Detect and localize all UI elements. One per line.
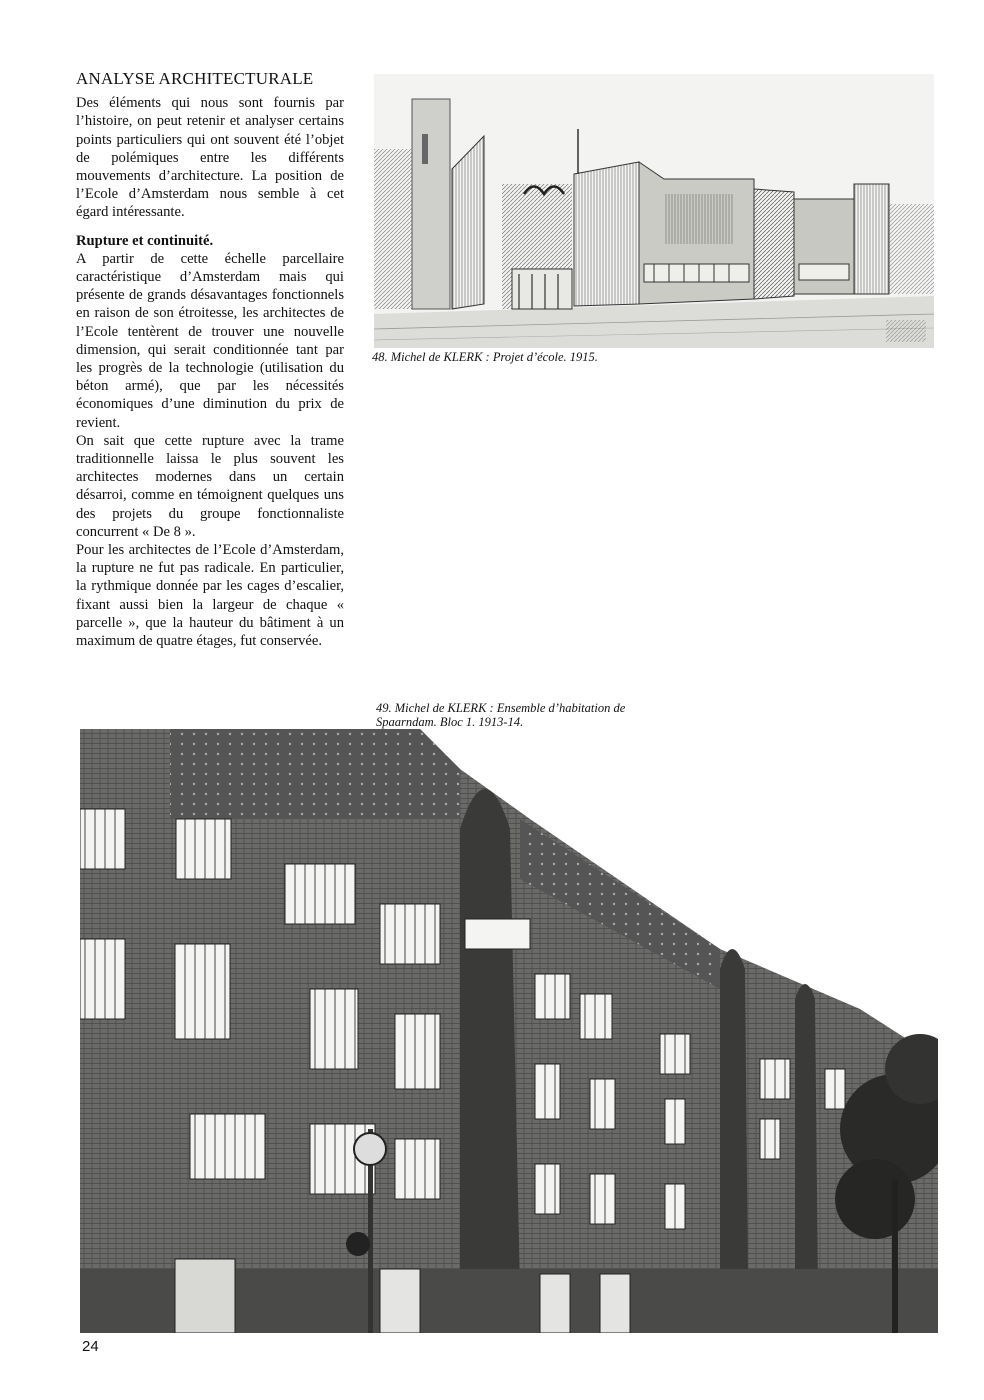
- subsection-title: Rupture et continuité.: [76, 232, 214, 249]
- housing-block-photo: [80, 729, 938, 1333]
- figure-caption: 48. Michel de KLERK : Projet d’école. 1915.: [372, 350, 598, 364]
- text-column: [76, 70, 344, 650]
- body-paragraph: Pour les architectes de l’Ecole d’Amsterdam, la rupture ne fut pas radicale. En particulier, la rythmique donnée par les cages d’escalier, fixant aussi bien la largeur de chaque « parcelle », que la hauteur du bâtiment à un maximum de quatre étages, fut conservée.: [76, 542, 344, 650]
- intro-paragraph: Des éléments qui nous sont fournis par l’histoire, on peut retenir et analyser certains points particuliers qui ont souvent été l’objet de polémiques entre les différents mouvements d’architecture. La position de l’Ecole d’Amsterdam nous semble à cet égard intéressante.: [76, 95, 344, 221]
- body-paragraph: On sait que cette rupture avec la trame traditionnelle laissa le plus souvent les architectes modernes dans un certain désarroi, comme en témoignent quelques uns des projets du groupe fonctionnaliste concurrent « De 8 ».: [76, 432, 344, 540]
- figure-caption: 49. Michel de KLERK : Ensemble d’habitation de Spaarndam. Bloc 1. 1913-14.: [376, 701, 626, 729]
- school-project-sketch: [374, 74, 934, 348]
- body-paragraph: A partir de cette échelle parcellaire caractéristique d’Amsterdam mais qui présente de grands désavantages fonctionnels en raison de son étroitesse, les architectes de l’Ecole tentèrent de trouver une nouvelle dimension, qui serait conditionnée tant par les progrès de la technologie (utilisation du béton armé), que par les nécessités économiques d’une diminution du prix de revient.: [76, 250, 344, 431]
- section-title: ANALYSE ARCHITECTURALE: [76, 69, 314, 88]
- page-number: 24: [82, 1338, 99, 1355]
